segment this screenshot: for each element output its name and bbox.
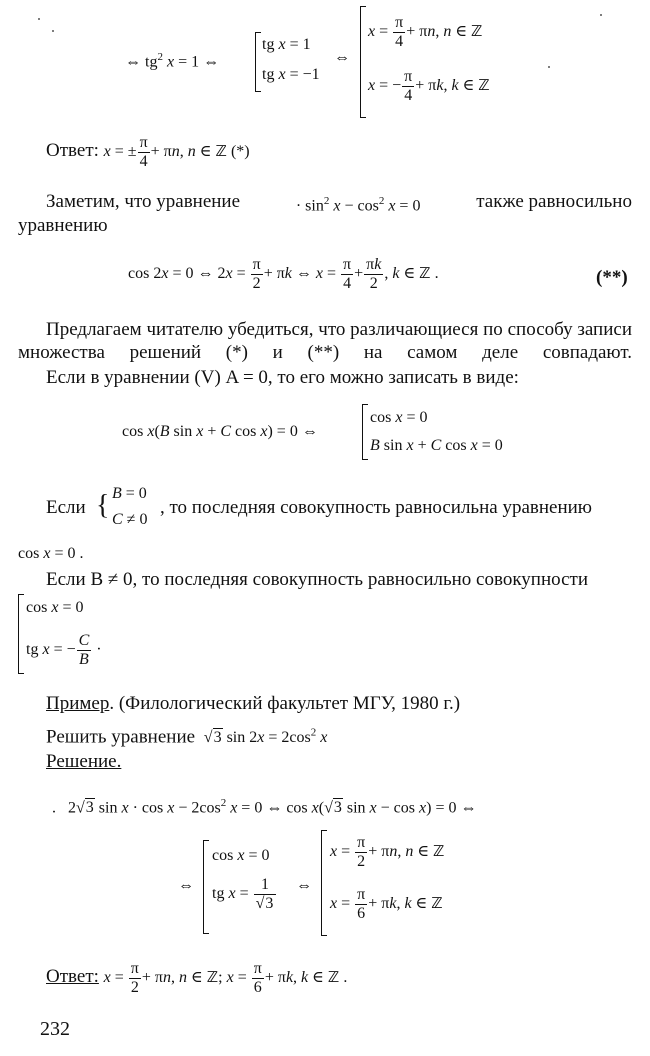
example-label: Пример bbox=[46, 693, 110, 714]
solution-case-tg: tg x = $\frac{1}{√3}$ bbox=[212, 876, 277, 913]
condition-c-nonzero: C ≠ 0 bbox=[112, 511, 148, 528]
set-bracket bbox=[18, 594, 24, 674]
solution-pi2: x = $\frac{\pi}{2}$ + πn, n ∈ ℤ bbox=[330, 834, 445, 870]
example-task: Решить уравнение √3 $\sin 2x = 2\cos^2$ x bbox=[46, 726, 328, 748]
solution-minus-pi4-k: x = − $\frac{\pi}{4}$ + πk, k ∈ ℤ bbox=[368, 68, 490, 104]
set-bracket bbox=[362, 404, 368, 460]
solution-label: Решение. bbox=[46, 751, 122, 772]
tg-squared-equation: ⇔ $tg^2$ x = 1 ⇔ bbox=[125, 51, 220, 71]
system-tg-ratio: tg x = − $\frac{C}{B}$ · bbox=[26, 632, 102, 668]
paragraph-note-continued: уравнению bbox=[18, 215, 108, 236]
paragraph-if-label: Если bbox=[46, 497, 86, 518]
tg-positive-case: tg x = 1 bbox=[262, 36, 311, 53]
cos-x-zero: cos x = 0 . bbox=[18, 545, 84, 562]
page-number: 232 bbox=[40, 1018, 70, 1040]
factored-equation: cos x(B sin x + C cos x) = 0 ⇔ bbox=[122, 423, 318, 440]
system-brace: { bbox=[96, 490, 110, 521]
equivalence-sign: ⇔ bbox=[334, 49, 350, 66]
cos-2x-equation: cos 2x = 0 ⇔ 2x = $\frac{\pi}{2}$ + πk ⇔ x = $\frac{\pi}{4}$ + $\frac{\pi k}{2}$ , k ∈ ℤ . bbox=[128, 256, 439, 292]
example-heading bbox=[46, 692, 460, 715]
set-bracket bbox=[203, 840, 209, 934]
paragraph-b-nonzero: Если B ≠ 0, то последняя совокупность равносильно совокупности bbox=[46, 569, 589, 590]
answer-one: Ответ: x = ± $\frac{\pi}{4}$ + πn, n ∈ ℤ (*) bbox=[46, 134, 250, 170]
case-cos-zero: cos x = 0 bbox=[370, 409, 428, 426]
solution-pi6: x = $\frac{\pi}{6}$ + πk, k ∈ ℤ bbox=[330, 886, 443, 922]
scan-speck bbox=[52, 30, 54, 32]
set-bracket bbox=[255, 32, 261, 92]
set-bracket bbox=[360, 6, 366, 118]
solution-factoring: . 2√3 $\sin x \cdot \cos x - 2\cos^2$ x = 0 ⇔ cos x(√3 sin x − cos x) = 0 ⇔ bbox=[52, 797, 477, 817]
equation-tag: (**) bbox=[596, 267, 628, 288]
scan-speck bbox=[600, 14, 602, 16]
tg-negative-case: tg x = −1 bbox=[262, 66, 320, 83]
paragraph-suggestion: Предлагаем читателю убедиться, что различающиеся по способу записи множества решений (*) и (**) на самом деле совпадают. bbox=[18, 319, 632, 363]
set-bracket bbox=[321, 830, 327, 936]
condition-b-zero: B = 0 bbox=[112, 485, 147, 502]
system-cos-zero: cos x = 0 bbox=[26, 599, 84, 616]
paragraph-if-rest: , то последняя совокупность равносильна уравнению bbox=[160, 497, 592, 518]
scan-speck bbox=[38, 18, 40, 20]
equivalence-sign: ⇔ bbox=[296, 877, 312, 894]
scan-speck bbox=[548, 66, 550, 68]
paragraph-case-a-zero: Если в уравнении (V) A = 0, то его можно записать в виде: bbox=[46, 367, 519, 388]
case-linear: B sin x + C cos x = 0 bbox=[370, 437, 503, 454]
example-source: . (Филологический факультет МГУ, 1980 г.) bbox=[109, 693, 461, 714]
solution-case-cos: cos x = 0 bbox=[212, 847, 270, 864]
equivalence-sign: ⇔ bbox=[178, 877, 194, 894]
answer-two: Ответ: x = $\frac{\pi}{2}$ + πn, n ∈ ℤ; x = $\frac{\pi}{6}$ + πk, k ∈ ℤ . bbox=[46, 960, 348, 996]
paragraph-note: Заметим, что уравнение · $\sin^2 x - \cos^2 x = 0$ также равносильно bbox=[46, 191, 632, 215]
solution-pi4-n: x = $\frac{\pi}{4}$ + πn, n ∈ ℤ bbox=[368, 14, 483, 50]
